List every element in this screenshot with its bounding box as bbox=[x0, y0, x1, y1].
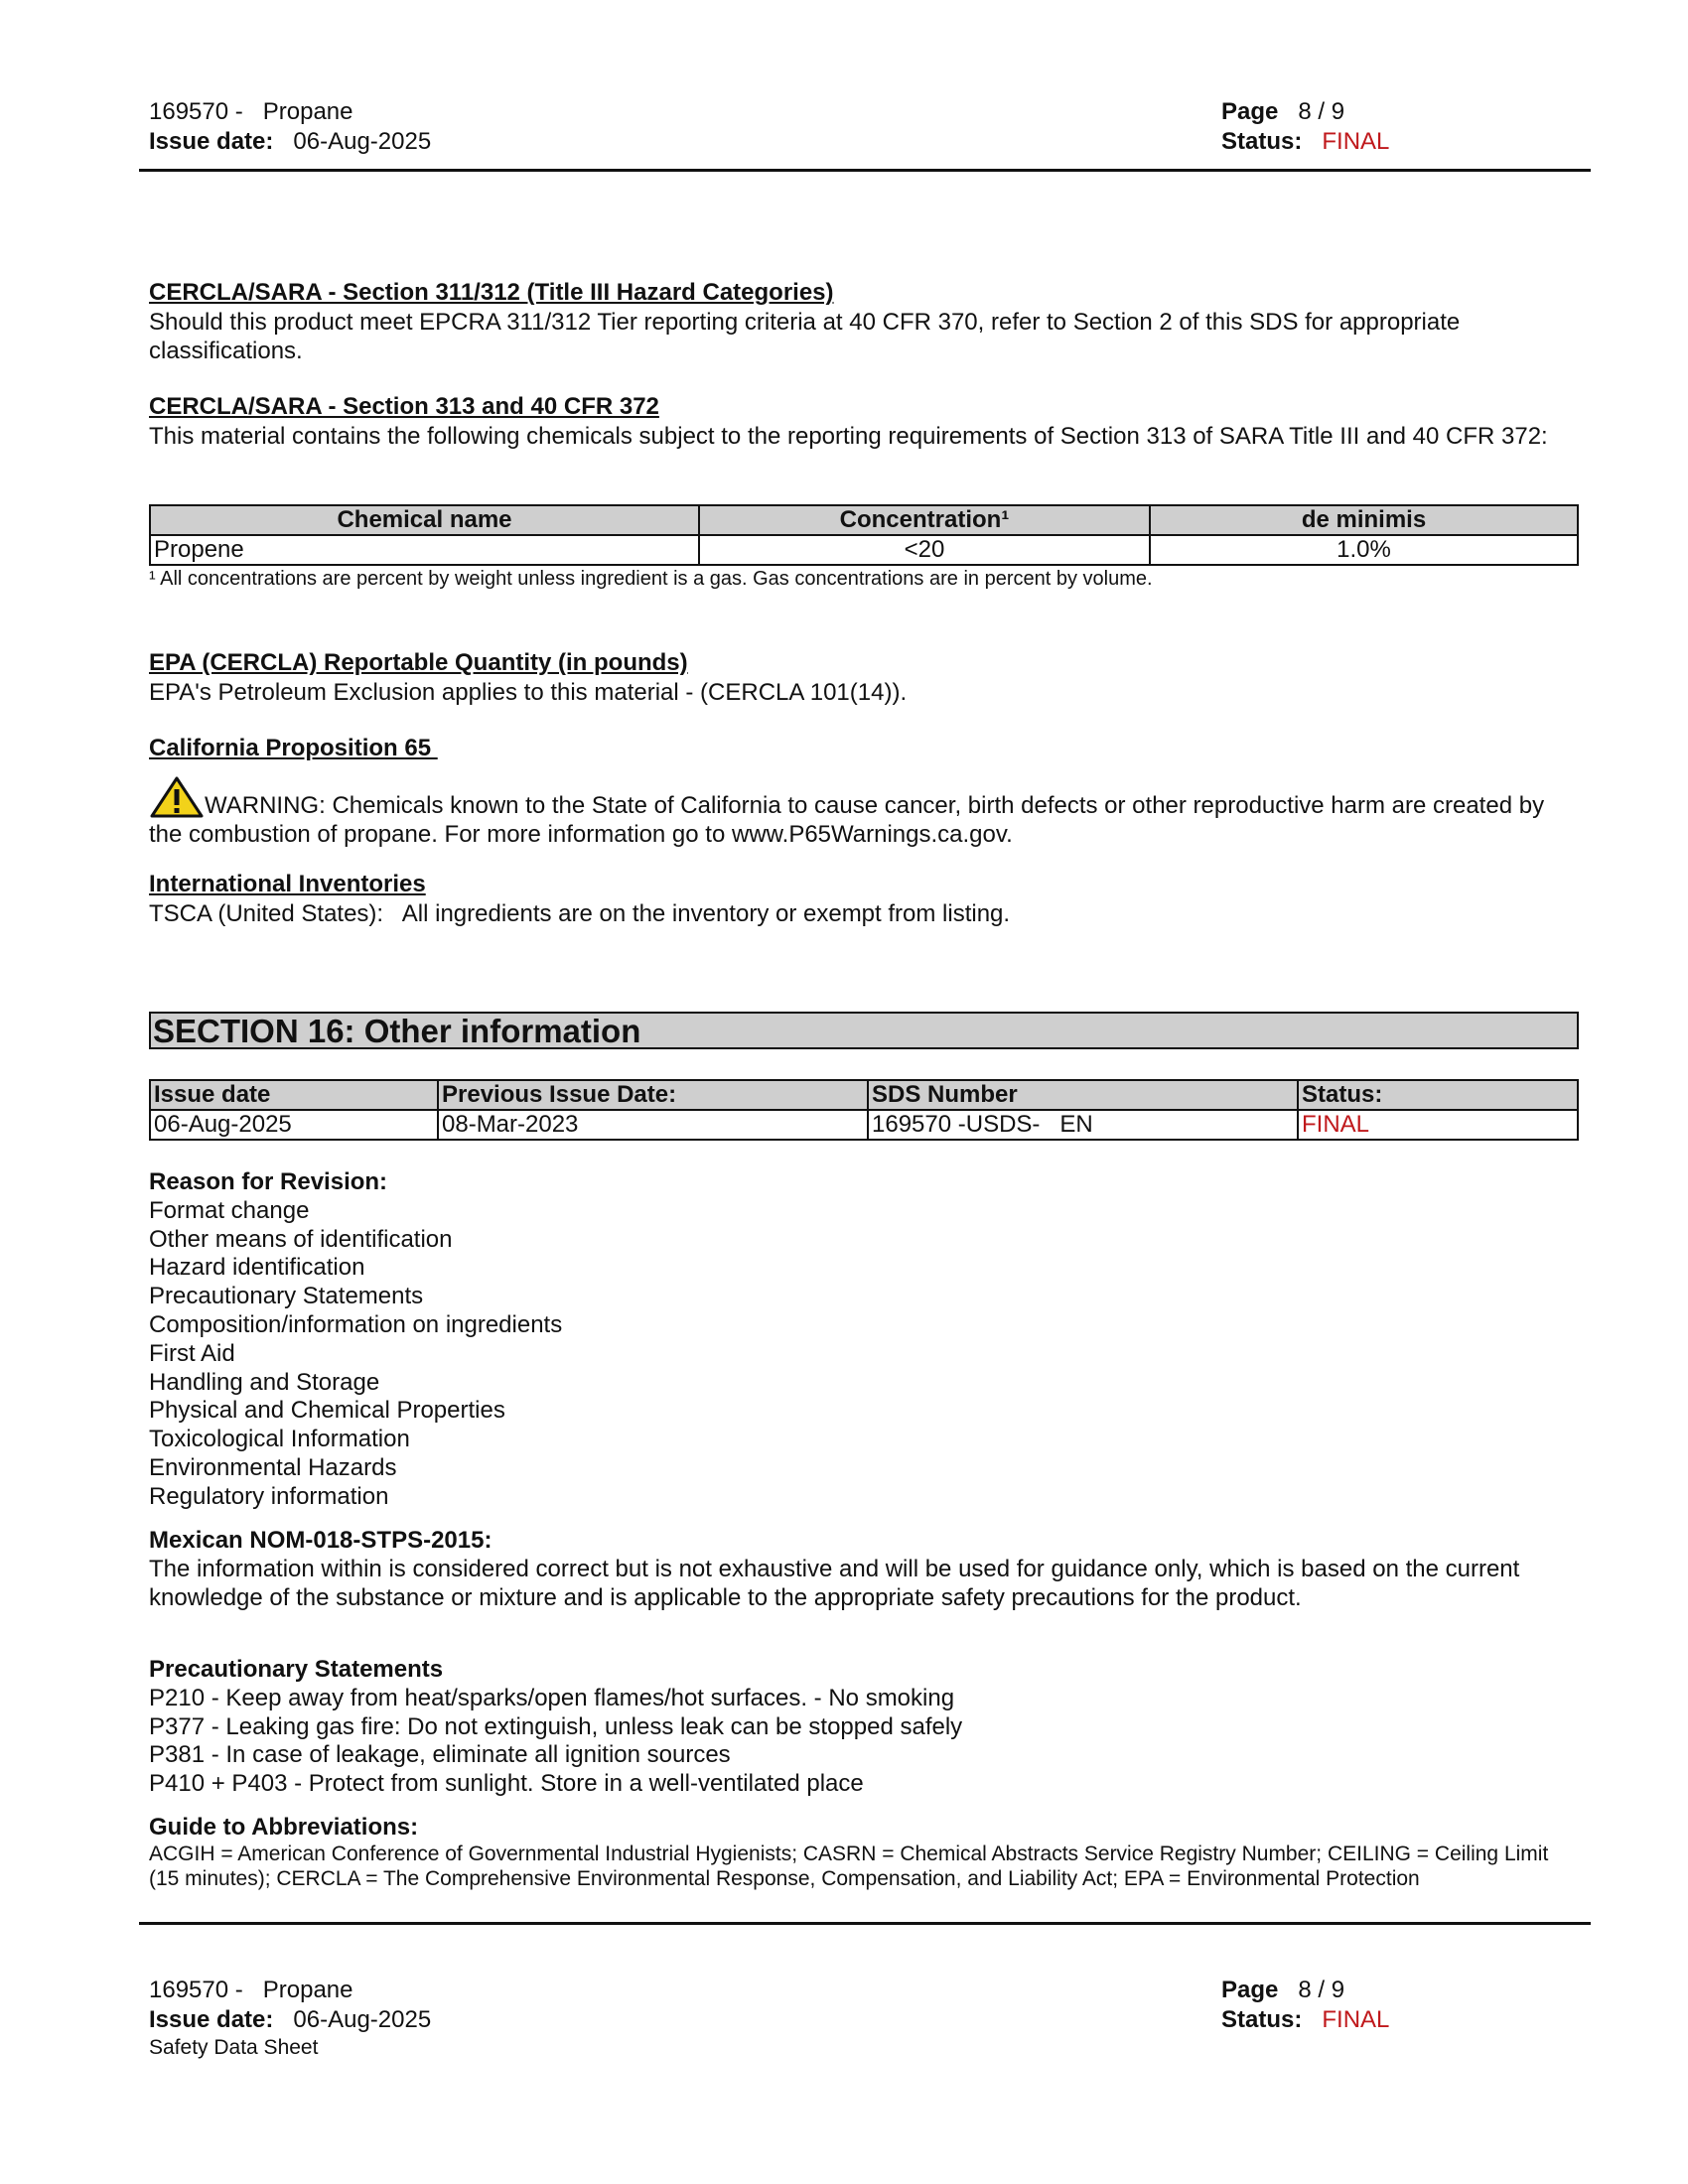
header-page-label: Page bbox=[1221, 98, 1279, 125]
revision-block bbox=[149, 1168, 1579, 1512]
list-item: Physical and Chemical Properties bbox=[149, 1397, 505, 1425]
sara-311-block bbox=[149, 278, 1579, 365]
header-issue-date: 06-Aug-2025 bbox=[293, 128, 432, 155]
header-status-value: FINAL bbox=[1322, 128, 1390, 155]
table-row bbox=[150, 1110, 1578, 1140]
header-issue-label: Issue date: bbox=[149, 128, 274, 155]
cell-status: FINAL bbox=[1298, 1110, 1578, 1140]
section16-table bbox=[149, 1079, 1579, 1141]
section16-title: SECTION 16: Other information bbox=[149, 1012, 1579, 1049]
prop65-block bbox=[149, 734, 1579, 763]
footer-divider bbox=[139, 1922, 1591, 1925]
list-item: First Aid bbox=[149, 1339, 235, 1367]
list-item: Environmental Hazards bbox=[149, 1453, 397, 1481]
footer-product-name: Propane bbox=[262, 1977, 353, 2003]
footer-product bbox=[149, 1976, 431, 2005]
col-concentration: Concentration¹ bbox=[699, 505, 1150, 535]
header-right bbox=[1221, 97, 1389, 157]
prop65-text: WARNING: Chemicals known to the State of California to cause cancer, birth defects or other reproductive harm are created by the combustion of propane. For more information go to www.P65Warnings.ca.gov. bbox=[149, 792, 1545, 848]
cell-concentration: <20 bbox=[699, 535, 1150, 565]
precautionary-block bbox=[149, 1656, 1579, 1799]
list-item: Precautionary Statements bbox=[149, 1283, 424, 1310]
col-previous-issue-date: Previous Issue Date: bbox=[438, 1080, 868, 1110]
cell-chemical-name: Propene bbox=[150, 535, 699, 565]
header-divider bbox=[139, 169, 1591, 172]
abbreviations-text: ACGIH = American Conference of Governmental Industrial Hygienists; CASRN = Chemical Abstracts Service Registry Number; CEILING = Ceiling Limit (15 minutes); CERCLA = The Comprehensive Environmental Response, Compensation, and Liability Act; EPA = Environmental Protection bbox=[149, 1843, 1549, 1890]
nom-heading: Mexican NOM-018-STPS-2015: bbox=[149, 1527, 492, 1554]
epa-heading: EPA (CERCLA) Reportable Quantity (in pounds) bbox=[149, 649, 688, 676]
nom-block bbox=[149, 1526, 1579, 1612]
precautionary-heading: Precautionary Statements bbox=[149, 1656, 444, 1683]
epa-text: EPA's Petroleum Exclusion applies to this material - (CERCLA 101(14)). bbox=[149, 679, 908, 706]
col-chemical-name: Chemical name bbox=[150, 505, 699, 535]
abbreviations-heading: Guide to Abbreviations: bbox=[149, 1814, 419, 1841]
cell-previous-issue-date: 08-Mar-2023 bbox=[438, 1110, 868, 1140]
col-de-minimis: de minimis bbox=[1150, 505, 1578, 535]
header-status-label: Status: bbox=[1221, 128, 1303, 155]
sara-313-heading: CERCLA/SARA - Section 313 and 40 CFR 372 bbox=[149, 393, 659, 420]
sara-311-heading: CERCLA/SARA - Section 311/312 (Title III Hazard Categories) bbox=[149, 279, 834, 306]
sara-313-table bbox=[149, 504, 1579, 566]
list-item: Toxicological Information bbox=[149, 1426, 410, 1453]
list-item: P381 - In case of leakage, eliminate all ignition sources bbox=[149, 1741, 731, 1769]
header-left bbox=[149, 97, 431, 157]
inventories-heading: International Inventories bbox=[149, 871, 426, 897]
list-item: Format change bbox=[149, 1196, 310, 1224]
cell-sds-number: 169570 -USDS- EN bbox=[868, 1110, 1298, 1140]
warning-triangle-icon bbox=[149, 783, 205, 819]
footer-issue-label: Issue date: bbox=[149, 2006, 274, 2033]
footer-issue bbox=[149, 2005, 431, 2035]
cell-de-minimis: 1.0% bbox=[1150, 535, 1578, 565]
header-page-value: 8 / 9 bbox=[1298, 98, 1345, 125]
abbreviations-block bbox=[149, 1813, 1579, 1891]
sara-313-text: This material contains the following chemicals subject to the reporting requirements of Section 313 of SARA Title III and 40 CFR 372: bbox=[149, 423, 1548, 450]
list-item: P410 + P403 - Protect from sunlight. Store in a well-ventilated place bbox=[149, 1770, 864, 1798]
header-product-name: Propane bbox=[262, 98, 353, 125]
header-product-id: 169570 - bbox=[149, 98, 243, 125]
list-item: Composition/information on ingredients bbox=[149, 1310, 563, 1338]
list-item: Hazard identification bbox=[149, 1254, 365, 1282]
epa-block bbox=[149, 648, 1579, 707]
nom-text: The information within is considered correct but is not exhaustive and will be used for guidance only, which is based on the current knowledge of the substance or mixture and is applicable to the appropriate safety precautions for the product. bbox=[149, 1556, 1520, 1611]
footer-doc-type: Safety Data Sheet bbox=[149, 2036, 319, 2059]
footer-status-label: Status: bbox=[1221, 2006, 1303, 2033]
list-item: P210 - Keep away from heat/sparks/open flames/hot surfaces. - No smoking bbox=[149, 1684, 955, 1711]
footer-status-value: FINAL bbox=[1322, 2006, 1390, 2033]
cell-issue-date: 06-Aug-2025 bbox=[150, 1110, 438, 1140]
section16-table-header bbox=[150, 1080, 1578, 1110]
header-status bbox=[1221, 127, 1389, 157]
header-page bbox=[1221, 97, 1389, 127]
footer-page bbox=[1221, 1976, 1389, 2005]
sara-311-text: Should this product meet EPCRA 311/312 Tier reporting criteria at 40 CFR 370, refer to Section 2 of this SDS for appropriate classifications. bbox=[149, 309, 1461, 364]
inventories-text: TSCA (United States): All ingredients are on the inventory or exempt from listing. bbox=[149, 900, 1011, 927]
footer-left bbox=[149, 1976, 431, 2061]
footer-status bbox=[1221, 2005, 1389, 2035]
sara-313-table-header bbox=[150, 505, 1578, 535]
footer-page-label: Page bbox=[1221, 1977, 1279, 2003]
footer-right bbox=[1221, 1976, 1389, 2035]
header-issue bbox=[149, 127, 431, 157]
footer-issue-date: 06-Aug-2025 bbox=[293, 2006, 432, 2033]
prop65-warning bbox=[149, 783, 1579, 849]
col-sds-number: SDS Number bbox=[868, 1080, 1298, 1110]
footer-product-id: 169570 - bbox=[149, 1977, 243, 2003]
revision-heading: Reason for Revision: bbox=[149, 1168, 388, 1195]
header-product bbox=[149, 97, 431, 127]
list-item: Handling and Storage bbox=[149, 1368, 380, 1396]
list-item: Other means of identification bbox=[149, 1225, 453, 1253]
prop65-heading: California Proposition 65 bbox=[149, 735, 438, 761]
list-item: Regulatory information bbox=[149, 1482, 389, 1510]
sara-313-block bbox=[149, 392, 1579, 451]
table-row bbox=[150, 535, 1578, 565]
sara-313-footnote: ¹ All concentrations are percent by weight unless ingredient is a gas. Gas concentrations are in percent by volume. bbox=[149, 568, 1153, 590]
inventories-block bbox=[149, 870, 1579, 928]
list-item: P377 - Leaking gas fire: Do not extinguish, unless leak can be stopped safely bbox=[149, 1712, 963, 1740]
col-issue-date: Issue date bbox=[150, 1080, 438, 1110]
col-status: Status: bbox=[1298, 1080, 1578, 1110]
footer-page-value: 8 / 9 bbox=[1298, 1977, 1345, 2003]
